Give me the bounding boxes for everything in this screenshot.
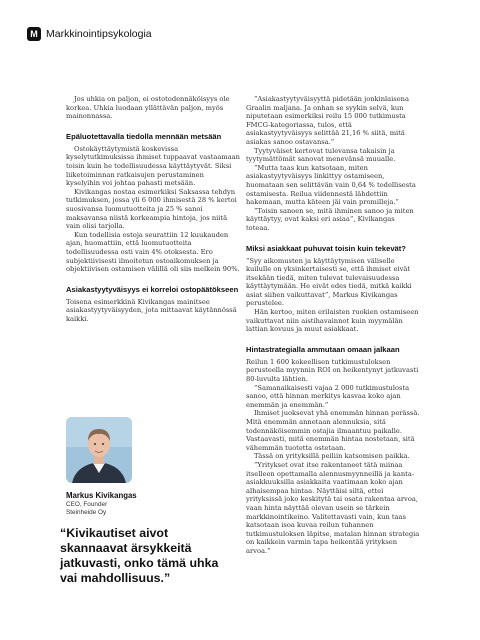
person-company: Steinheide Oy [66,509,107,516]
person-role [66,501,107,517]
person-title: CEO, Founder [66,501,108,508]
paragraph: Tässä on yrityksillä peiliin katsomisen paikka. [254,452,410,461]
paragraph: Hän kertoo, miten erilaisten ruokien ostamiseen vaikuttavat niin aistihavainnot kuin myymälän lattian kovuus ja muut asiakkaat. [246,308,419,334]
right-column [246,95,420,556]
paragraph: Ostokäyttäytymistä koskevissa kyselytutkimuksissa ihmiset tuppaavat vastaamaan toisin kuin he todellisuudessa käyttäytyvät. Siksi liiketoiminnan ratkaisujen perustaminen kyselyihin voi johtaa pahasti metsään. [66,144,240,188]
heading-unreliable-data: Epäluotettavalla tiedolla mennään metsään [66,131,222,141]
person-name: Markus Kivikangas [66,491,137,500]
left-column [66,95,240,323]
paragraph: ”Syy aikomusten ja käyttäytymisen väliselle kuilulle on yksinkertaisesti se, että ihmiset eivät itsekään tiedä, miten tulevat tulevaisuudessa käyttäytymään. He eivät edes tiedä, mitkä kaikki asiat siihen vaikuttavat”, Markus Kivikangas perustelee. [246,256,412,308]
heading-price-strategy: Hintastrategialla ammutaan omaan jalkaan [246,344,400,354]
paragraph: ”Asiakastyytyväisyyttä pidetään jonkinlaisena Graalin maljana. Ja onhan se syykin selvä, kun niputetaan esimerkiksi reilu 15 000 tutkimusta FMCG-kategoriassa, tulos, että asiakastyytyväisyys selittää 21,16 % siitä, mitä asiakas sanoo ostavansa.” [246,95,409,146]
heading-why-customers: Miksi asiakkaat puhuvat toisin kuin tekevät? [246,243,406,253]
paragraph: Kun todellisia ostoja seurattiin 12 kuukauden ajan, huomattiin, että luomutuotteita todellisuudessa osti vain 4% otoksesta. Ero subjektiivisesti ilmoitetun ostoaikomuksen ja objektiivisen ostamisen välillä oli siis melkein 90%. [66,230,240,274]
paragraph: ”Mutta taas kun katsotaan, miten asiakastyytyväisyys linkittyy ostamiseen, huomataan sen selittävän vain 0,64 % todellisesta ostamisesta. Reilua viidennestä lähdettiin hakemaan, mutta käteen jäi vain promilleja.” [246,163,416,207]
paragraph: Reilun 1 600 kokeellisen tutkimustuloksen perusteella myynnin ROI on heikentynyt jatkuvasti 80-luvulta lähtien. [246,357,419,384]
paragraph: Toisena esimerkkinä Kivikangas mainitsee asiakastyytyväisyyden, jota mittaavat käytännössä kaikki. [66,297,237,323]
paragraph: ”Samanaikaisesti vajaa 2 000 tutkimustulosta sanoo, että hinnan merkitys kasvaa koko ajan enemmän ja enemmän.” [246,383,410,409]
paragraph: ”Toisin sanoen se, mitä ihminen sanoo ja miten käyttäytyy, ovat kaksi eri asiaa”, Kivikangas toteaa. [246,206,414,232]
intro-paragraph: Jos uhkia on paljon, ei ostotodennäköisyys ole korkea. Uhkia luodaan yllättävän paljon, myös mainonnassa. [66,95,230,121]
portrait-photo [66,417,132,483]
paragraph: Kivikangas nostaa esimerkiksi Saksassa tehdyn tutkimuksen, jossa yli 6 000 ihmisestä 28 % kertoi suosivansa luomutuotteita ja 25 % sanoi maksavansa niistä korkeampia hintoja, jos niitä vain olisi tarjolla. [66,187,237,231]
paragraph: ”Yritykset ovat itse rakentaneet tätä miinaa itselleen opettamalla alennusmyynneillä ja kanta-asiakkuuksilla asiakkaita vaatimaan koko ajan alhaisempaa hintaa. Näyttäisi siltä, ettei yrityksissä joko keskitytä tai osata rakentaa arvoa, vaan hinta näyttää olevan usein se tärkein markkinointikeino. Valitettavasti vain, kun taas katsotaan isoa kuvaa reilun tuhannen tutkimustuloksen läpitse, matalan hinnan strategia on kaikkein varmin tapa heikentää yrityksen arvoa.” [246,460,420,555]
magazine-logo: M [27,27,41,41]
pull-quote: “Kivikautiset aivot skannaavat ärsykkeitä jatkuvasti, onko tämä uhka vai mahdollisuus.” [60,526,219,585]
section-title: Markkinointipsykologia [46,28,152,40]
paragraph: Tyytyväiset kertovat tulevansa takaisin ja tyytymättömät sanovat menevänsä muualle. [246,146,396,164]
portrait-image [66,417,132,483]
page-header [27,26,152,42]
heading-satisfaction: Asiakastyytyväisyys ei korreloi ostopäätökseen [66,284,239,294]
paragraph: Ihmiset juoksevat yhä enemmän hinnan perässä. Mitä enemmän annetaan alennuksia, sitä todennäköisemmin ostajia ilmaantuu paikalle. Vastaavasti, mitä enemmän hintaa nostetaan, sitä vähemmän tuotetta ostetaan. [246,409,420,452]
